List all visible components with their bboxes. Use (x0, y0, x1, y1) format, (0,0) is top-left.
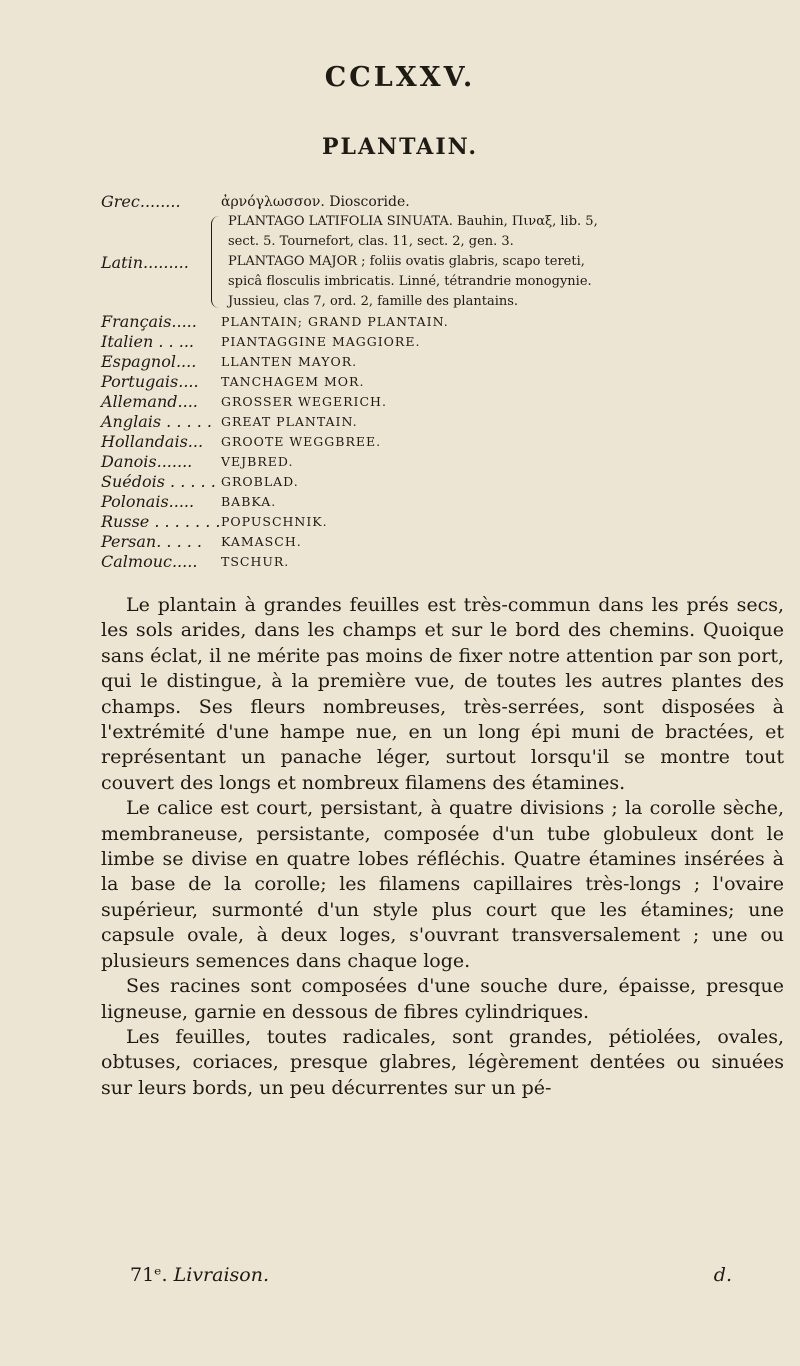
synonym-row (101, 472, 791, 492)
livraison-mark (130, 1264, 269, 1286)
synonym-row (101, 412, 791, 432)
lang-label: Polonais..... (101, 492, 195, 511)
body-text (101, 593, 784, 1101)
lang-label: Français..... (101, 312, 197, 331)
page-footer (130, 1264, 760, 1286)
synonym-row (101, 312, 791, 332)
synonym-name: POPUSCHNIK. (221, 514, 328, 529)
lang-label: Calmouc..... (101, 552, 198, 571)
lang-label: Hollandais... (101, 432, 204, 451)
synonym-name: GREAT PLANTAIN. (221, 414, 358, 429)
synonym-row (101, 512, 791, 532)
lang-label: Danois....... (101, 452, 193, 471)
synonym-row (101, 492, 791, 512)
lang-label: Suédois . . . . . (101, 472, 216, 491)
synonym-name: LLANTEN MAYOR. (221, 354, 358, 369)
synonym-row (101, 392, 791, 412)
synonym-name: GROOTE WEGGBREE. (221, 434, 382, 449)
synonym-name: GROSSER WEGERICH. (221, 394, 387, 409)
synonym-name: TANCHAGEM MOR. (221, 374, 365, 389)
lang-label: Persan. . . . . (101, 532, 202, 551)
synonym-name: ἀρνόγλωσσον. Dioscoride. (221, 194, 410, 210)
lang-label: Latin......... (101, 252, 189, 272)
latin-line: Jussieu, clas 7, ord. 2, famille des plantains. (228, 294, 519, 309)
synonym-row (101, 332, 791, 352)
signature-mark: d. (713, 1264, 732, 1286)
paragraph: Le plantain à grandes feuilles est très-commun dans les prés secs, les sols arides, dans les champs et sur le bord des chemins. Quoique sans éclat, il ne mérite pas moins de fixer notre attention par son port, qui le distingue, à la première vue, de toutes les autres plantes des champs. Ses fleurs nombreuses, très-serrées, sont disposées à l'extrémité d'une hampe nue, en un long épi muni de bractées, et représentant un panache léger, surtout lorsqu'il se montre tout couvert des longs et nombreux filamens des étamines. (101, 594, 784, 794)
synonym-name: KAMASCH. (221, 534, 302, 549)
synonym-row (101, 532, 791, 552)
latin-line: sect. 5. Tournefort, clas. 11, sect. 2, gen. 3. (228, 234, 514, 249)
synonym-name: PIANTAGGINE MAGGIORE. (221, 334, 421, 349)
synonym-name: BABKA. (221, 494, 277, 509)
lang-label: Allemand.... (101, 392, 198, 411)
lang-label: Espagnol.... (101, 352, 197, 371)
paragraph: Le calice est court, persistant, à quatre divisions ; la corolle sèche, membraneuse, persistante, composée d'un tube globuleux dont le limbe se divise en quatre lobes réfléchis. Quatre étamines insérées à la base de la corolle; les filamens capillaires très-longs ; l'ovaire supérieur, surmonté d'un style plus court que les étamines; une capsule ovale, à deux loges, s'ouvrant transversalement ; une ou plusieurs semences dans chaque loge. (101, 797, 784, 972)
livraison-number: 71ᵉ. (130, 1264, 168, 1286)
synonym-name: VEJBRED. (221, 454, 294, 469)
synonymy-table (101, 192, 791, 572)
synonym-row (101, 372, 791, 392)
synonym-row (101, 452, 791, 472)
synonym-row (101, 352, 791, 372)
lang-label: Anglais . . . . . (101, 412, 212, 431)
lang-label: Grec........ (101, 192, 181, 211)
latin-line: spicâ flosculis imbricatis. Linné, tétrandrie monogynie. (228, 274, 592, 289)
lang-label: Italien . . ... (101, 332, 194, 351)
page-title: PLANTAIN. (321, 134, 479, 160)
latin-line: PLANTAGO LATIFOLIA SINUATA. Bauhin, Πιναξ, lib. 5, (228, 214, 598, 229)
synonym-name: PLANTAIN; GRAND PLANTAIN. (221, 314, 449, 329)
brace-icon (211, 216, 222, 308)
paragraph: Les feuilles, toutes radicales, sont grandes, pétiolées, ovales, obtuses, coriaces, presque glabres, légèrement dentées ou sinuées sur leurs bords, un peu décurrentes sur un pé- (101, 1025, 784, 1099)
lang-label: Russe . . . . . . . (101, 512, 221, 531)
synonym-row-grec (101, 192, 791, 212)
lang-label: Portugais.... (101, 372, 199, 391)
latin-line: PLANTAGO MAJOR ; foliis ovatis glabris, scapo tereti, (228, 254, 585, 269)
livraison-label: Livraison. (173, 1264, 270, 1286)
paragraph: Ses racines sont composées d'une souche dure, épaisse, presque ligneuse, garnie en dessous de fibres cylindriques. (101, 975, 784, 1023)
synonym-row (101, 432, 791, 452)
synonym-name: GROBLAD. (221, 474, 299, 489)
synonym-row (101, 552, 791, 572)
plate-number: CCLXXV. (324, 62, 476, 93)
synonym-name: TSCHUR. (221, 554, 290, 569)
latin-synonyms (228, 212, 791, 312)
synonym-row-latin (101, 212, 791, 312)
